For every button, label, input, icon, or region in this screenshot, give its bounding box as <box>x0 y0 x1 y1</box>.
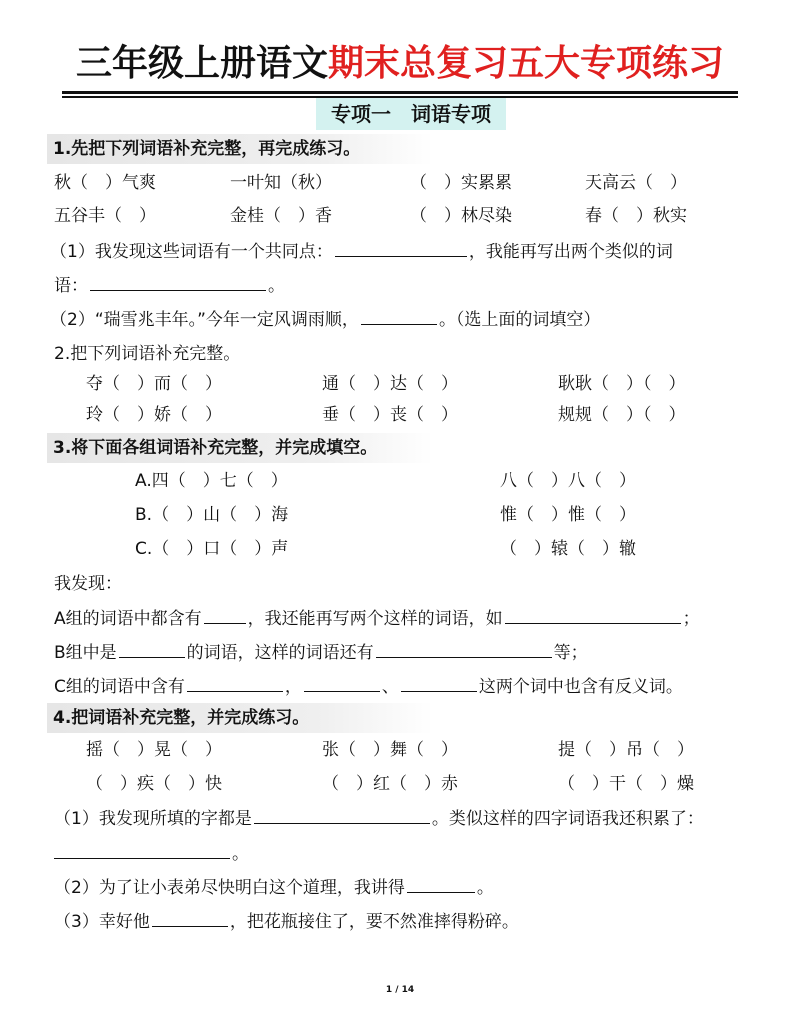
q4-p1c: 。 <box>232 844 249 864</box>
q4-part3 <box>54 910 519 933</box>
answer-blank[interactable] <box>54 842 230 859</box>
q4-p2b: 。 <box>476 878 494 898</box>
question-2-heading: 2.把下列词语补充完整。 <box>54 344 241 364</box>
q3-group-b-2: 惟（ ）惟（ ） <box>500 505 636 525</box>
q1-p2-text-b: 。（选上面的词填空） <box>438 310 601 330</box>
q2-word-6: 规规（ ）（ ） <box>558 405 686 425</box>
q1-p1-text-d: 。 <box>268 276 285 296</box>
answer-blank[interactable] <box>304 675 380 692</box>
q1-word-7: （ ）林尽染 <box>410 206 512 226</box>
q4-part1-line2 <box>54 842 249 865</box>
q4-p1b: 。类似这样的四字词语我还积累了： <box>431 809 704 829</box>
question-4-heading: 4.把词语补充完整，并完成练习。 <box>47 703 433 733</box>
q1-word-8: 春（ ）秋实 <box>585 206 687 226</box>
q1-part1-line2 <box>54 274 285 297</box>
q1-part1-line1 <box>50 240 673 263</box>
answer-blank[interactable] <box>361 308 437 325</box>
q4-p1a: （1）我发现所填的字都是 <box>54 809 252 829</box>
q1-word-1: 秋（ ）气爽 <box>54 173 156 193</box>
q4-p2a: （2）为了让小表弟尽快明白这个道理，我讲得 <box>54 878 405 898</box>
q1-p1-text-a: （1）我发现这些词语有一个共同点： <box>50 242 333 262</box>
q4-word-6: （ ）干（ ）燥 <box>558 774 694 794</box>
q4-part1-line1 <box>54 807 704 830</box>
question-1-heading: 1.先把下列词语补充完整，再完成练习。 <box>47 134 433 164</box>
answer-blank[interactable] <box>407 876 475 893</box>
title-red-part: 期末总复习五大专项练习 <box>328 43 725 84</box>
answer-blank[interactable] <box>335 240 467 257</box>
question-3-heading: 3.将下面各组词语补充完整，并完成填空。 <box>47 433 433 463</box>
title-underline-thick <box>62 91 738 94</box>
q4-word-3: 提（ ）吊（ ） <box>558 740 694 760</box>
q2-word-5: 垂（ ）丧（ ） <box>322 405 458 425</box>
q1-p1-text-c: 语： <box>54 276 88 296</box>
q1-p1-text-b: ，我能再写出两个类似的词 <box>468 242 673 262</box>
q4-part2 <box>54 876 494 899</box>
q3-group-a-1: A.四（ ）七（ ） <box>135 471 288 491</box>
q4-word-2: 张（ ）舞（ ） <box>322 740 458 760</box>
q3-lb: ，我还能再写两个这样的词语，如 <box>247 609 503 629</box>
q3-nd: 这两个词中也含有反义词。 <box>478 677 683 697</box>
answer-blank[interactable] <box>401 675 477 692</box>
q3-na: C组的词语中含有 <box>54 677 185 697</box>
page-number: 1 / 14 <box>385 985 415 995</box>
answer-blank[interactable] <box>254 807 430 824</box>
q2-word-1: 夺（ ）而（ ） <box>86 374 222 394</box>
q3-mb: 的词语，这样的词语还有 <box>186 643 374 663</box>
answer-blank[interactable] <box>119 641 185 658</box>
q2-word-4: 玲（ ）娇（ ） <box>86 405 222 425</box>
q3-la: A组的词语中都含有 <box>54 609 202 629</box>
answer-blank[interactable] <box>152 910 228 927</box>
q1-word-6: 金桂（ ）香 <box>230 206 332 226</box>
q4-p3b: ，把花瓶接住了，要不然准摔得粉碎。 <box>229 912 519 932</box>
q3-nb: ， <box>284 677 302 697</box>
q3-lc: ； <box>682 609 700 629</box>
q3-group-b-1: B.（ ）山（ ）海 <box>135 505 289 525</box>
q4-word-4: （ ）疾（ ）快 <box>86 774 222 794</box>
q4-p3a: （3）幸好他 <box>54 912 150 932</box>
q3-group-c-2: （ ）辕（ ）辙 <box>500 539 636 559</box>
answer-blank[interactable] <box>505 607 681 624</box>
q4-word-1: 摇（ ）晃（ ） <box>86 740 222 760</box>
q1-word-2: 一叶知（秋） <box>230 173 332 193</box>
answer-blank[interactable] <box>90 274 266 291</box>
q3-line-a <box>54 607 700 630</box>
q3-discover-label: 我发现： <box>54 574 122 594</box>
q4-word-5: （ ）红（ ）赤 <box>322 774 458 794</box>
q3-line-c <box>54 675 683 698</box>
answer-blank[interactable] <box>187 675 283 692</box>
q3-ma: B组中是 <box>54 643 117 663</box>
q3-group-c-1: C.（ ）口（ ）声 <box>135 539 289 559</box>
q1-word-4: 天高云（ ） <box>585 173 687 193</box>
q1-part2 <box>50 308 600 331</box>
q3-line-b <box>54 641 588 664</box>
answer-blank[interactable] <box>204 607 246 624</box>
answer-blank[interactable] <box>376 641 552 658</box>
q3-mc: 等； <box>553 643 588 663</box>
q3-nc: 、 <box>381 677 399 697</box>
title-black-part: 三年级上册语文 <box>75 43 328 84</box>
q2-word-3: 耿耿（ ）（ ） <box>558 374 686 394</box>
section-subtitle: 专项一 词语专项 <box>316 98 506 130</box>
q1-word-3: （ ）实累累 <box>410 173 512 193</box>
q1-word-5: 五谷丰（ ） <box>54 206 156 226</box>
q2-word-2: 通（ ）达（ ） <box>322 374 458 394</box>
q3-group-a-2: 八（ ）八（ ） <box>500 471 636 491</box>
page-title <box>0 42 800 86</box>
q1-p2-text-a: （2）“瑞雪兆丰年。”今年一定风调雨顺， <box>50 310 359 330</box>
